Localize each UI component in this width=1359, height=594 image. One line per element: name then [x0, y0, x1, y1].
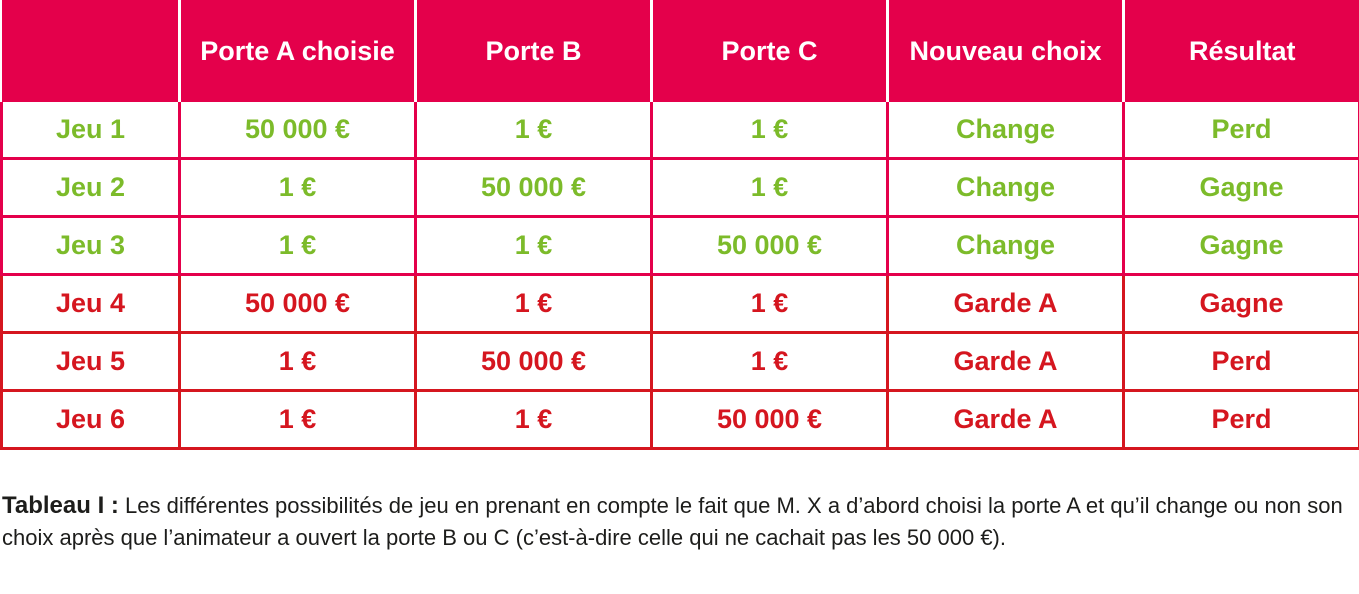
porte-a-cell: 1 € [180, 391, 416, 449]
nouveau-choix-cell: Change [888, 102, 1124, 159]
header-porte-b: Porte B [416, 0, 652, 102]
header-nouveau-choix-label: Nouveau choix [909, 36, 1102, 66]
header-porte-a-label: Porte A choisie [200, 36, 395, 66]
porte-b-cell: 1 € [416, 391, 652, 449]
resultat-cell: Gagne [1124, 275, 1359, 333]
porte-a-cell: 50 000 € [180, 275, 416, 333]
porte-b-cell: 1 € [416, 217, 652, 275]
porte-b-cell: 1 € [416, 102, 652, 159]
porte-c-cell: 1 € [652, 275, 888, 333]
porte-c-cell: 1 € [652, 159, 888, 217]
resultat-cell: Perd [1124, 391, 1359, 449]
resultat-cell: Gagne [1124, 159, 1359, 217]
porte-a-cell: 50 000 € [180, 102, 416, 159]
table-caption [2, 490, 1358, 554]
game-label-cell: Jeu 3 [2, 217, 180, 275]
resultat-cell: Perd [1124, 102, 1359, 159]
table-row [2, 391, 1359, 449]
game-label-cell: Jeu 2 [2, 159, 180, 217]
porte-a-cell: 1 € [180, 333, 416, 391]
table-row [2, 217, 1359, 275]
porte-a-cell: 1 € [180, 159, 416, 217]
porte-c-cell: 50 000 € [652, 391, 888, 449]
porte-a-cell: 1 € [180, 217, 416, 275]
nouveau-choix-cell: Change [888, 159, 1124, 217]
nouveau-choix-cell: Change [888, 217, 1124, 275]
table-row [2, 102, 1359, 159]
game-label-cell: Jeu 6 [2, 391, 180, 449]
table-row [2, 333, 1359, 391]
caption-text: Les différentes possibilités de jeu en prenant en compte le fait que M. X a d’abord choisi la porte A et qu’il change ou non son choix après que l’animateur a ouvert la porte B ou C (c’est-à-dire celle qui ne cachait pas les 50 000 €). [2, 493, 1343, 550]
game-label-cell: Jeu 4 [2, 275, 180, 333]
nouveau-choix-cell: Garde A [888, 391, 1124, 449]
porte-c-cell: 50 000 € [652, 217, 888, 275]
game-label-cell: Jeu 5 [2, 333, 180, 391]
nouveau-choix-cell: Garde A [888, 333, 1124, 391]
header-resultat: Résultat [1124, 0, 1359, 102]
porte-b-cell: 50 000 € [416, 333, 652, 391]
table-row [2, 275, 1359, 333]
resultat-cell: Perd [1124, 333, 1359, 391]
header-nouveau-choix [888, 0, 1124, 102]
game-label-cell: Jeu 1 [2, 102, 180, 159]
table-header-row [2, 0, 1359, 102]
header-empty-cell [2, 0, 180, 102]
caption-title: Tableau I : [2, 492, 119, 519]
porte-c-cell: 1 € [652, 333, 888, 391]
table-row [2, 159, 1359, 217]
header-porte-c: Porte C [652, 0, 888, 102]
resultat-cell: Gagne [1124, 217, 1359, 275]
porte-c-cell: 1 € [652, 102, 888, 159]
porte-b-cell: 50 000 € [416, 159, 652, 217]
porte-b-cell: 1 € [416, 275, 652, 333]
nouveau-choix-cell: Garde A [888, 275, 1124, 333]
header-porte-a [180, 0, 416, 102]
